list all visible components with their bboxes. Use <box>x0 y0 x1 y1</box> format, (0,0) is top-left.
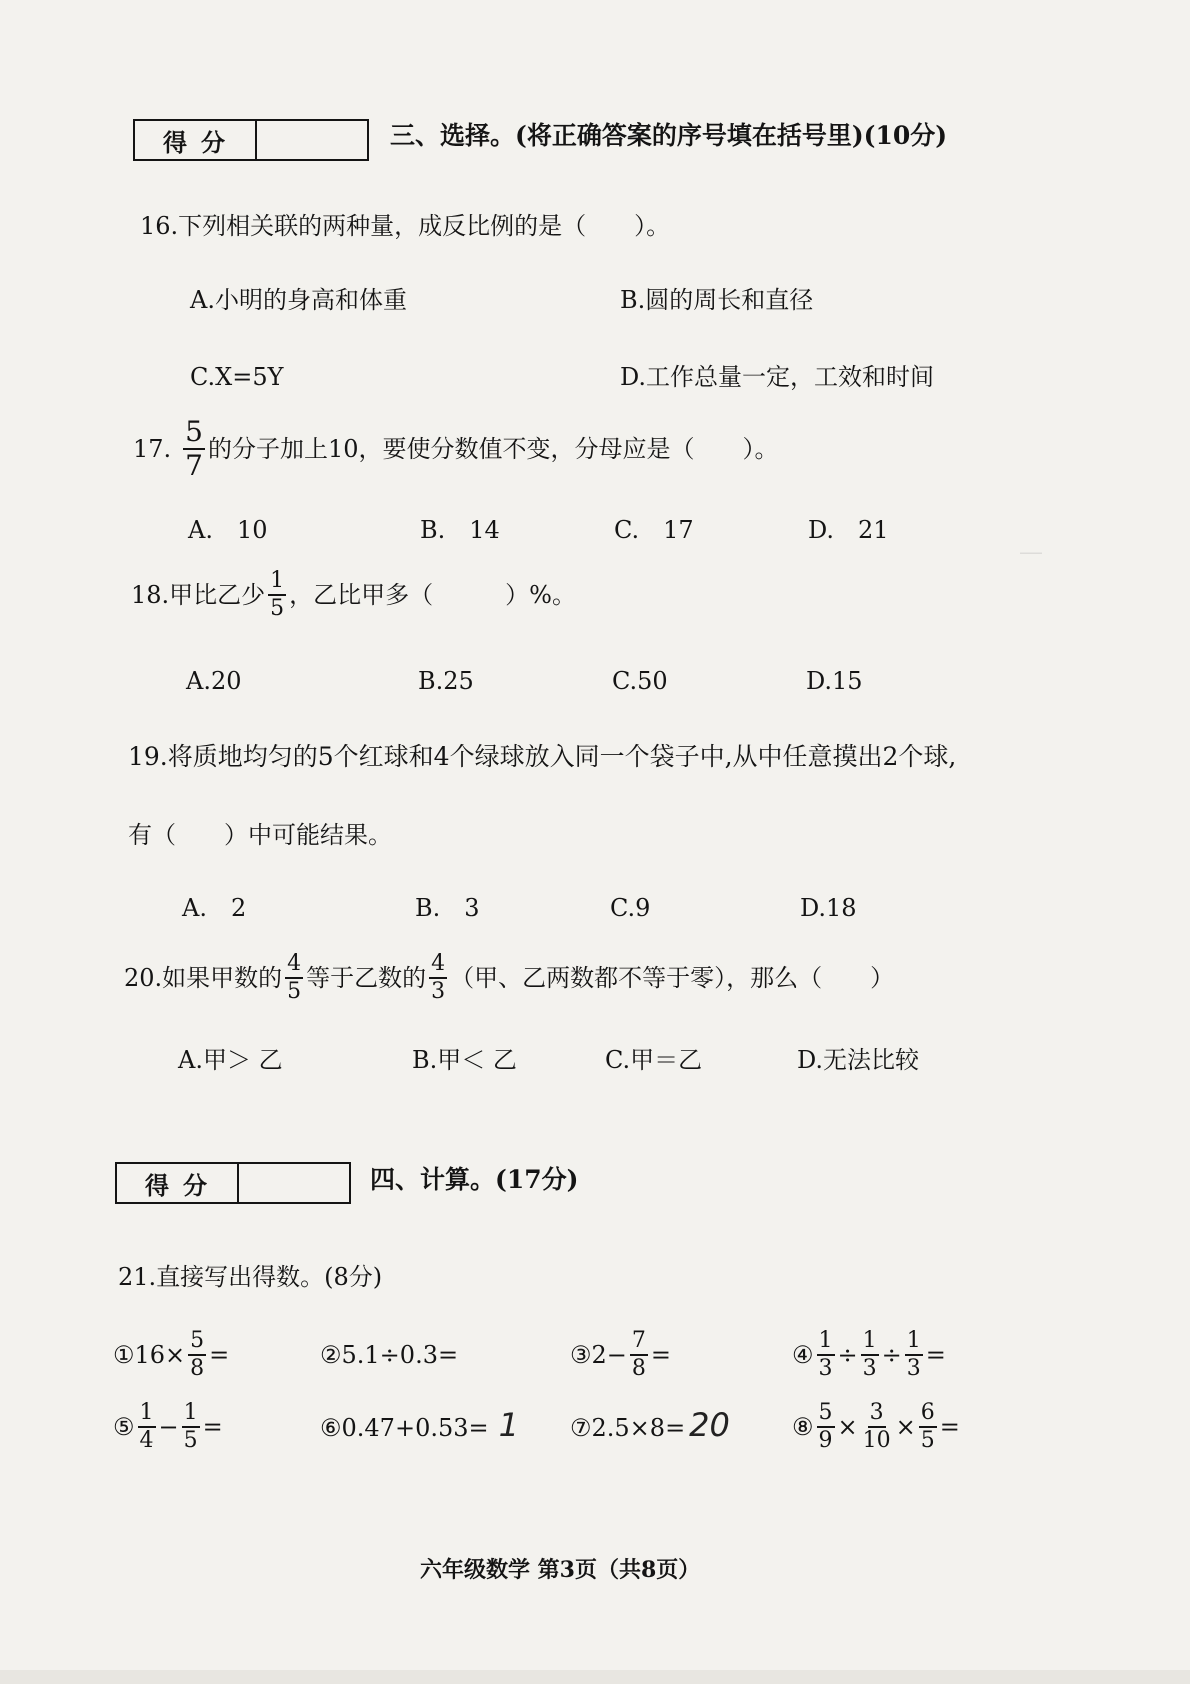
q18-text-pre: 18.甲比乙少 <box>131 581 266 609</box>
score-label: 得分 <box>135 121 257 159</box>
q19-option-a: A. 2 <box>182 894 247 922</box>
equals-sign: = <box>925 1341 946 1369</box>
operator: − <box>158 1413 179 1441</box>
fraction <box>183 415 205 482</box>
fraction <box>817 1402 835 1452</box>
fraction <box>630 1330 648 1380</box>
score-field[interactable] <box>257 121 367 159</box>
q19-option-c: C.9 <box>610 894 651 922</box>
page-footer: 六年级数学 第3页（共8页） <box>420 1557 701 1583</box>
calc-item-6 <box>320 1406 519 1444</box>
denominator: 5 <box>270 596 285 621</box>
fraction <box>182 1402 200 1452</box>
numerator: 1 <box>138 1402 156 1428</box>
denominator: 5 <box>183 1428 198 1453</box>
q17-number: 17. <box>133 435 172 463</box>
denominator: 3 <box>862 1356 877 1381</box>
q16-option-b: B.圆的周长和直径 <box>620 286 814 314</box>
equals-sign: = <box>650 1341 672 1369</box>
section-title: 三、选择。(将正确答案的序号填在括号里)(10分) <box>390 121 948 150</box>
numerator: 5 <box>817 1402 835 1428</box>
expr-text: ③2− <box>570 1341 627 1369</box>
calc-item-5 <box>113 1402 223 1452</box>
bleed-through-text: ― <box>1020 540 1042 565</box>
numerator: 7 <box>630 1330 648 1356</box>
numerator: 1 <box>817 1330 835 1356</box>
q19-option-d: D.18 <box>800 894 857 922</box>
question-21-stem: 21.直接写出得数。(8分) <box>118 1263 383 1291</box>
calc-item-2: ②5.1÷0.3= <box>320 1341 459 1369</box>
score-box <box>133 119 369 161</box>
numerator: 1 <box>905 1330 923 1356</box>
q16-option-a: A.小明的身高和体重 <box>190 286 407 314</box>
numerator: 1 <box>861 1330 879 1356</box>
calc-item-4 <box>792 1330 946 1380</box>
question-17-stem <box>133 415 779 482</box>
handwritten-answer: 1 <box>498 1406 519 1444</box>
fraction <box>905 1330 923 1380</box>
operator: ÷ <box>881 1341 902 1369</box>
q20-option-a: A.甲＞ 乙 <box>178 1046 283 1074</box>
equals-sign: = <box>209 1341 230 1369</box>
q17-option-a: A. 10 <box>188 516 268 544</box>
denominator: 3 <box>906 1356 921 1381</box>
q20-option-c: C.甲＝乙 <box>605 1046 703 1074</box>
q17-option-d: D. 21 <box>808 516 889 544</box>
denominator: 10 <box>862 1428 891 1453</box>
question-20-stem <box>124 953 894 1003</box>
equals-sign: = <box>939 1413 960 1441</box>
calc-item-8 <box>792 1402 960 1452</box>
numerator: 6 <box>919 1402 937 1428</box>
fraction <box>268 570 286 620</box>
numerator: 4 <box>429 953 447 979</box>
fraction <box>188 1330 206 1380</box>
section-title: 四、计算。(17分) <box>370 1165 579 1194</box>
denominator: 9 <box>818 1428 833 1453</box>
denominator: 3 <box>431 979 446 1004</box>
denominator: 3 <box>818 1356 833 1381</box>
denominator: 5 <box>287 979 302 1004</box>
fraction <box>285 953 303 1003</box>
q18-option-d: D.15 <box>806 667 863 695</box>
q16-option-c: C.X=5Y <box>190 363 284 391</box>
fraction <box>138 1402 156 1452</box>
numerator: 5 <box>185 415 203 448</box>
q17-option-c: C. 17 <box>614 516 694 544</box>
fraction <box>861 1402 893 1452</box>
question-16-stem: 16.下列相关联的两种量，成反比例的是（ ）。 <box>140 212 671 240</box>
score-box <box>115 1162 351 1204</box>
expr-text: ⑧ <box>792 1413 814 1441</box>
numerator: 1 <box>268 570 286 596</box>
q20-option-b: B.甲＜ 乙 <box>412 1046 517 1074</box>
calc-item-3 <box>570 1330 671 1380</box>
calc-item-1 <box>113 1330 229 1380</box>
q18-text-post: ，乙比甲多（ ）%。 <box>289 581 576 609</box>
question-18-stem <box>131 570 576 620</box>
q20-option-d: D.无法比较 <box>797 1046 920 1074</box>
denominator: 4 <box>139 1428 154 1453</box>
expr-text: ①16× <box>113 1341 186 1369</box>
calc-item-7 <box>570 1406 730 1444</box>
fraction <box>919 1402 937 1452</box>
question-19-line-2: 有（ ）中可能结果。 <box>128 821 392 849</box>
q18-option-c: C.50 <box>612 667 668 695</box>
q19-option-b: B. 3 <box>415 894 480 922</box>
expr-text: ⑥0.47+0.53= <box>320 1414 489 1442</box>
expr-text: ④ <box>792 1341 814 1369</box>
score-field[interactable] <box>239 1164 349 1202</box>
operator: ÷ <box>837 1341 858 1369</box>
fraction <box>861 1330 879 1380</box>
numerator: 4 <box>285 953 303 979</box>
fraction <box>429 953 447 1003</box>
equals-sign: = <box>202 1413 223 1441</box>
operator: × <box>837 1413 858 1441</box>
q16-option-d: D.工作总量一定，工效和时间 <box>620 363 935 391</box>
question-19-line-1: 19.将质地均匀的5个红球和4个绿球放入同一个袋子中,从中任意摸出2个球, <box>128 742 957 771</box>
operator: × <box>895 1413 916 1441</box>
denominator: 8 <box>631 1356 646 1381</box>
scan-edge <box>0 1670 1190 1684</box>
q18-option-a: A.20 <box>186 667 242 695</box>
q18-option-b: B.25 <box>418 667 474 695</box>
q20-text-pre: 20.如果甲数的 <box>124 964 283 992</box>
expr-text: ⑤ <box>113 1413 135 1441</box>
q17-text: 的分子加上10，要使分数值不变，分母应是（ ）。 <box>208 435 779 463</box>
denominator: 8 <box>190 1356 205 1381</box>
q17-option-b: B. 14 <box>420 516 500 544</box>
expr-text: ⑦2.5×8= <box>570 1414 686 1442</box>
q20-text-post: （甲、乙两数都不等于零），那么（ ） <box>450 964 895 992</box>
denominator: 5 <box>920 1428 935 1453</box>
numerator: 3 <box>868 1402 886 1428</box>
score-label: 得分 <box>117 1164 239 1202</box>
numerator: 5 <box>188 1330 206 1356</box>
handwritten-answer: 20 <box>689 1406 730 1444</box>
numerator: 1 <box>182 1402 200 1428</box>
fraction <box>817 1330 835 1380</box>
q20-text-mid: 等于乙数的 <box>306 964 427 992</box>
denominator: 7 <box>185 449 203 482</box>
